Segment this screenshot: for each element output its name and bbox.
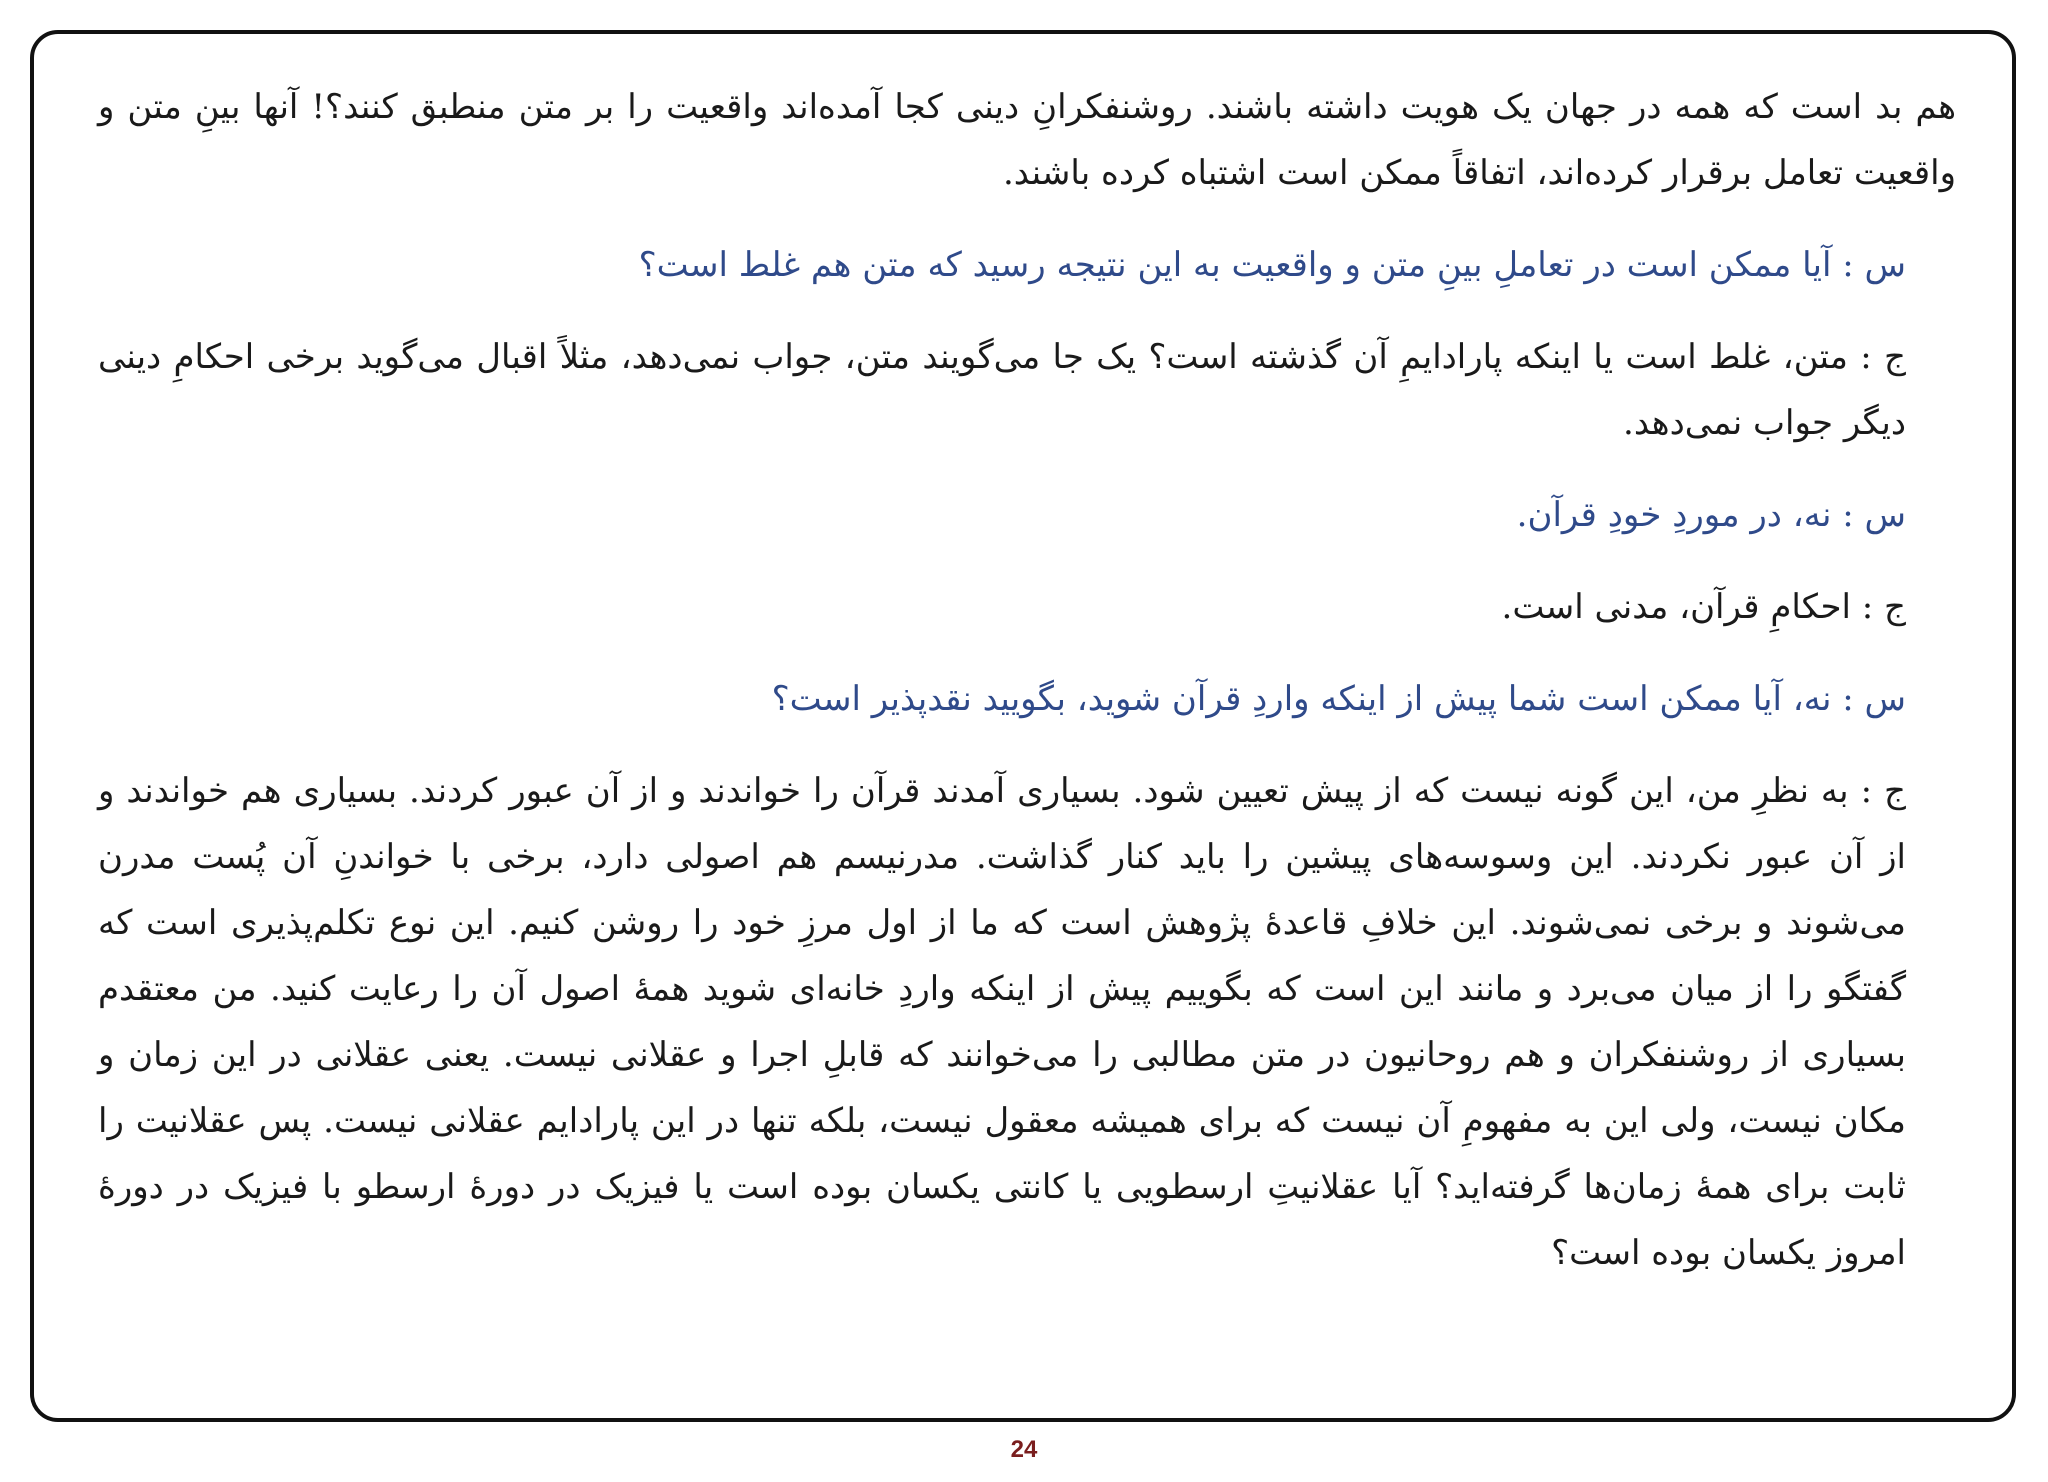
question-paragraph: س : نه، در موردِ خودِ قرآن.	[1516, 495, 1906, 535]
question-paragraph: س : آیا ممکن است در تعاملِ بینِ متن و واقعیت به این نتیجه رسید که متن هم غلط است؟	[638, 245, 1906, 285]
answer-paragraph: ج : متن، غلط است یا اینکه پارادایمِ آن گذشته است؟ یک جا می‌گویند متن، جواب نمی‌دهد، مثلاً اقبال می‌گوید برخی احکامِ دینی دیگر جواب نمی‌دهد.	[98, 337, 1906, 443]
intro-paragraph: هم بد است که همه در جهان یک هویت داشته باشند. روشنفکرانِ دینی کجا آمده‌اند واقعیت را بر متن منطبق کنند؟! آنها بینِ متن و واقعیت تعامل برقرار کرده‌اند، اتفاقاً ممکن است اشتباه کرده باشند.	[98, 87, 1956, 193]
question-paragraph: س : نه، آیا ممکن است شما پیش از اینکه واردِ قرآن شوید، بگویید نقدپذیر است؟	[771, 679, 1906, 719]
document-body	[98, 74, 1956, 1286]
page-number: 24	[1010, 1436, 1038, 1463]
answer-paragraph: ج : به نظرِ من، این گونه نیست که از پیش تعیین شود. بسیاری آمدند قرآن را خواندند و از آن عبور کردند. بسیاری هم خواندند و از آن عبور نکردند. این وسوسه‌های پیشین را باید کنار گذاشت. مدرنیسم هم اصولی دارد، برخی با خواندنِ آن پُست مدرن می‌شوند و برخی نمی‌شوند. این خلافِ قاعدهٔ پژوهش است که ما از اول مرزِ خود را روشن کنیم. این نوع تکلم‌پذیری است که گفتگو را از میان می‌برد و مانند این است که بگوییم پیش از اینکه واردِ خانه‌ای شوید همهٔ اصول آن را رعایت کنید. من معتقدم بسیاری از روشنفکران و هم روحانیون در متن مطالبی را می‌خوانند که قابلِ اجرا و عقلانی نیست. یعنی عقلانی در این زمان و مکان نیست، ولی این به مفهومِ آن نیست که برای همیشه معقول نیست، بلکه تنها در این پارادایم عقلانی نیست. پس عقلانیت را ثابت برای همهٔ زمان‌ها گرفته‌اید؟ آیا عقلانیتِ ارسطویی یا کانتی یکسان بوده است یا فیزیک در دورهٔ ارسطو با فیزیک در دورهٔ امروز یکسان بوده است؟	[98, 771, 1906, 1273]
answer-paragraph: ج : احکامِ قرآن، مدنی است.	[1501, 587, 1906, 627]
